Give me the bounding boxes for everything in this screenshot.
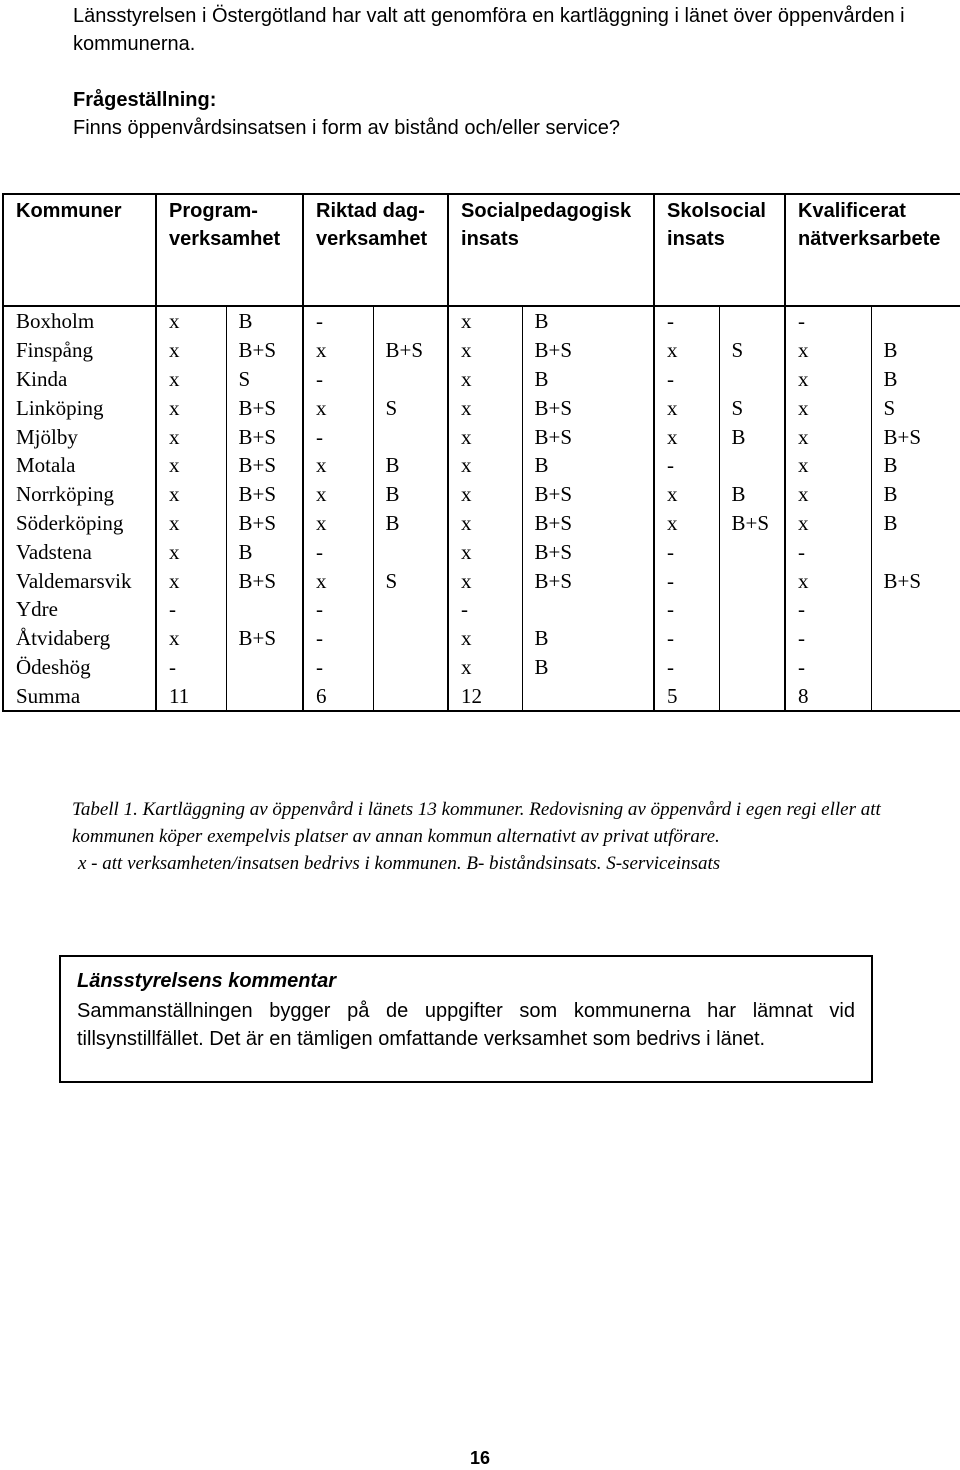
table-caption [72, 796, 952, 877]
table-row [3, 365, 960, 394]
table-cell: S [719, 336, 785, 365]
table-cell: B [373, 480, 448, 509]
table-cell: x [785, 336, 871, 365]
table-cell: x [654, 480, 719, 509]
table-cell: B+S [522, 537, 654, 566]
table-cell: - [303, 365, 373, 394]
table-cell: x [448, 336, 522, 365]
table-cell: x [448, 306, 522, 336]
table-cell: - [785, 306, 871, 336]
table-cell: - [303, 422, 373, 451]
header-cell: Kommuner [3, 194, 156, 306]
table-cell: B+S [226, 624, 303, 653]
table-cell: - [303, 624, 373, 653]
table-cell: x [448, 624, 522, 653]
table-cell: B [522, 451, 654, 480]
table-row [3, 306, 960, 336]
table-cell: x [448, 451, 522, 480]
table-cell: x [156, 451, 226, 480]
table-cell: x [303, 566, 373, 595]
table-cell: B [871, 509, 960, 538]
table-cell: B+S [522, 422, 654, 451]
table-cell [871, 624, 960, 653]
survey-table [2, 193, 960, 712]
table-cell: x [303, 336, 373, 365]
comment-box [59, 955, 873, 1083]
table-cell: x [303, 393, 373, 422]
table-cell: B [719, 422, 785, 451]
table-cell: x [654, 509, 719, 538]
table-cell [719, 365, 785, 394]
table-cell: - [785, 653, 871, 682]
table-cell: - [156, 653, 226, 682]
table-cell: x [785, 480, 871, 509]
caption-legend: x - att verksamheten/insatsen bedrivs i kommunen. B- biståndsinsats. S-serviceinsats [78, 853, 721, 874]
municipality-cell: Valdemarsvik [3, 566, 156, 595]
table-cell: B+S [226, 336, 303, 365]
table-cell: B [373, 451, 448, 480]
table-cell: B [226, 306, 303, 336]
table-cell: S [373, 393, 448, 422]
table-cell [373, 595, 448, 624]
table-cell: x [785, 509, 871, 538]
table-cell [373, 624, 448, 653]
table-cell: S [871, 393, 960, 422]
table-body [3, 306, 960, 711]
question-text: Finns öppenvårdsinsatsen i form av bistånd och/eller service? [73, 117, 620, 139]
table-cell: B+S [373, 336, 448, 365]
table-cell: x [448, 537, 522, 566]
table-row [3, 422, 960, 451]
municipality-cell: Norrköping [3, 480, 156, 509]
table-cell: - [785, 537, 871, 566]
table-row [3, 451, 960, 480]
table-cell: x [448, 365, 522, 394]
table-cell: - [654, 653, 719, 682]
table-cell: x [156, 422, 226, 451]
table-cell: 8 [785, 681, 871, 711]
intro-text: Länsstyrelsen i Östergötland har valt att genomföra en kartläggning i länet över öppenvården i kommunerna. [73, 5, 905, 55]
table-cell: 12 [448, 681, 522, 711]
table-cell: - [654, 595, 719, 624]
header-cell: Riktad dag-verksamhet [303, 194, 448, 306]
table-cell: x [654, 393, 719, 422]
table-cell: B+S [226, 451, 303, 480]
table-cell: B [871, 451, 960, 480]
table-cell [226, 595, 303, 624]
table-cell: x [785, 451, 871, 480]
table-cell: S [226, 365, 303, 394]
table-cell: x [156, 566, 226, 595]
table-cell [373, 365, 448, 394]
table-cell [719, 595, 785, 624]
table-cell [373, 681, 448, 711]
header-cell: Program-verksamhet [156, 194, 303, 306]
table-cell [871, 537, 960, 566]
table-cell: - [654, 451, 719, 480]
table-cell: - [785, 624, 871, 653]
table-cell: x [785, 365, 871, 394]
municipality-cell: Vadstena [3, 537, 156, 566]
header-cell: Socialpedagogisk insats [448, 194, 654, 306]
table-cell: S [373, 566, 448, 595]
table-cell [719, 451, 785, 480]
table-row [3, 681, 960, 711]
table-cell [373, 422, 448, 451]
table-row [3, 624, 960, 653]
comment-title: Länsstyrelsens kommentar [77, 970, 337, 992]
table-cell: x [156, 393, 226, 422]
table-row [3, 653, 960, 682]
intro-section [73, 2, 933, 142]
table-cell: - [654, 537, 719, 566]
municipality-cell: Ydre [3, 595, 156, 624]
table-cell: B+S [871, 566, 960, 595]
caption-text: Tabell 1. Kartläggning av öppenvård i länets 13 kommuner. Redovisning av öppenvård i egen regi eller att kommunen köper exempelvis platser av annan kommun alternativt av privat utförare. [72, 799, 881, 847]
table-cell: - [654, 624, 719, 653]
table-cell: x [654, 422, 719, 451]
table-cell: - [654, 306, 719, 336]
table-cell [373, 653, 448, 682]
table-cell: B [522, 653, 654, 682]
table-cell [373, 306, 448, 336]
table-cell: B [871, 480, 960, 509]
table-cell: 5 [654, 681, 719, 711]
table-cell: B [522, 306, 654, 336]
table-cell [871, 306, 960, 336]
table-cell: x [156, 365, 226, 394]
table-cell: B [871, 336, 960, 365]
municipality-cell: Söderköping [3, 509, 156, 538]
table-cell: x [785, 566, 871, 595]
table-cell: x [156, 509, 226, 538]
table-cell: B [871, 365, 960, 394]
table-cell [719, 537, 785, 566]
table-cell [522, 681, 654, 711]
table-cell: S [719, 393, 785, 422]
table-cell [226, 681, 303, 711]
table-cell: B+S [226, 566, 303, 595]
table-cell: B [522, 624, 654, 653]
table-cell: x [156, 537, 226, 566]
table-cell [226, 653, 303, 682]
table-cell: x [654, 336, 719, 365]
table-cell: B+S [226, 422, 303, 451]
municipality-cell: Mjölby [3, 422, 156, 451]
table-cell: B [373, 509, 448, 538]
table-row [3, 509, 960, 538]
page-number: 16 [469, 1448, 491, 1468]
table-cell [719, 306, 785, 336]
municipality-cell: Finspång [3, 336, 156, 365]
municipality-cell: Motala [3, 451, 156, 480]
table-cell [871, 595, 960, 624]
table-cell: - [654, 566, 719, 595]
question-heading: Frågeställning: [73, 89, 217, 111]
table-cell [719, 681, 785, 711]
table-cell: x [785, 422, 871, 451]
table-cell [719, 653, 785, 682]
table-cell: B+S [522, 509, 654, 538]
table-cell: 11 [156, 681, 226, 711]
table-row [3, 595, 960, 624]
table-cell: x [303, 480, 373, 509]
municipality-cell: Summa [3, 681, 156, 711]
municipality-cell: Linköping [3, 393, 156, 422]
table-cell: x [156, 624, 226, 653]
table-cell: B+S [522, 566, 654, 595]
table-cell: B+S [522, 336, 654, 365]
table-cell: 6 [303, 681, 373, 711]
municipality-cell: Boxholm [3, 306, 156, 336]
table-cell: x [303, 451, 373, 480]
municipality-cell: Åtvidaberg [3, 624, 156, 653]
table-row [3, 537, 960, 566]
table-cell: x [448, 509, 522, 538]
table-row [3, 480, 960, 509]
table-cell: x [156, 336, 226, 365]
table-cell: - [303, 653, 373, 682]
table-cell: B+S [871, 422, 960, 451]
table-cell [719, 566, 785, 595]
table-cell [719, 624, 785, 653]
municipality-cell: Kinda [3, 365, 156, 394]
table-cell: B+S [719, 509, 785, 538]
table-cell: x [448, 422, 522, 451]
table-header-row [3, 194, 960, 306]
table-cell [871, 653, 960, 682]
table-row [3, 336, 960, 365]
table-cell: B+S [226, 393, 303, 422]
municipality-cell: Ödeshög [3, 653, 156, 682]
table-cell: x [156, 480, 226, 509]
table-cell [871, 681, 960, 711]
table-cell: x [303, 509, 373, 538]
table-cell: - [303, 306, 373, 336]
header-cell: Kvalificerat nätverksarbete [785, 194, 960, 306]
table-cell: x [448, 566, 522, 595]
table-cell: x [785, 393, 871, 422]
table-cell: B [719, 480, 785, 509]
table-cell: B [522, 365, 654, 394]
table-cell: - [654, 365, 719, 394]
table-cell: B+S [522, 393, 654, 422]
table-cell: - [785, 595, 871, 624]
header-cell: Skolsocial insats [654, 194, 785, 306]
comment-body: Sammanställningen bygger på de uppgifter som kommunerna har lämnat vid tillsynstillfället. Det är en tämligen omfattande verksamhet som bedrivs i länet. [77, 1000, 855, 1050]
table-cell: B+S [226, 509, 303, 538]
table-row [3, 393, 960, 422]
table-cell [522, 595, 654, 624]
table-cell: x [448, 653, 522, 682]
table-cell: - [303, 537, 373, 566]
table-cell: - [303, 595, 373, 624]
table-cell: - [448, 595, 522, 624]
table-cell: B [226, 537, 303, 566]
table-cell: B+S [522, 480, 654, 509]
table-row [3, 566, 960, 595]
table-cell: x [156, 306, 226, 336]
table-cell [373, 537, 448, 566]
table-cell: x [448, 480, 522, 509]
table-cell: x [448, 393, 522, 422]
table-cell: - [156, 595, 226, 624]
table-cell: B+S [226, 480, 303, 509]
